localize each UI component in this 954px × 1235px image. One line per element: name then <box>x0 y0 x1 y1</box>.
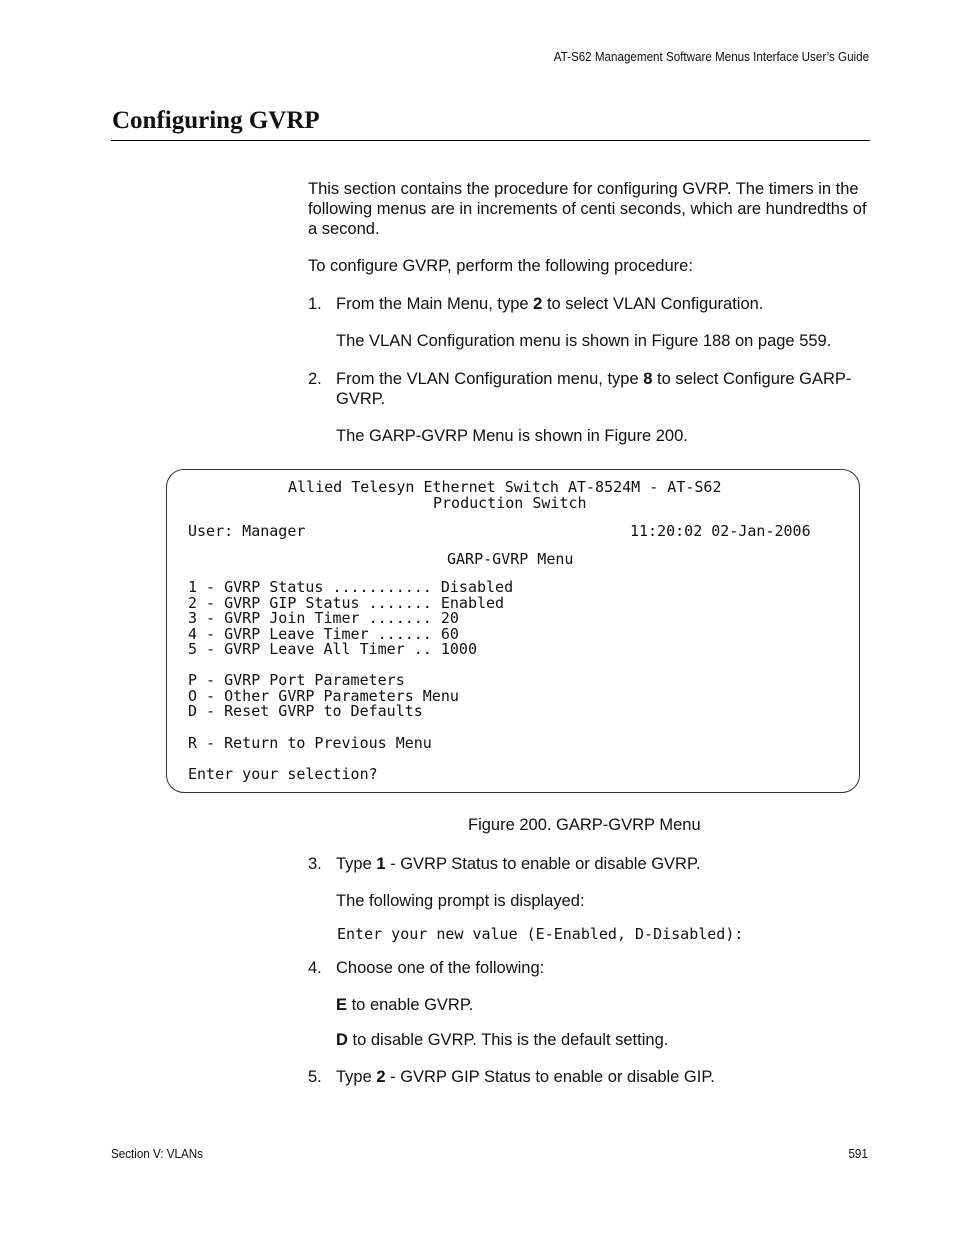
step-3-note: The following prompt is displayed: <box>336 892 585 910</box>
key-label: D <box>336 1031 348 1049</box>
menu-item: 3 - GVRP Join Timer ....... 20 <box>188 609 459 627</box>
intro-paragraph: This section contains the procedure for configuring GVRP. The timers in the following menus are in increments of centi seconds, which are hundredths of a second. <box>308 180 867 238</box>
step-1-text: From the Main Menu, type 2 to select VLAN Configuration. <box>336 295 764 313</box>
screen-datetime: 11:20:02 02-Jan-2006 <box>630 522 811 540</box>
step-2-note: The GARP-GVRP Menu is shown in Figure 200. <box>336 427 688 445</box>
step-number: 2. <box>308 370 322 388</box>
screen-prompt: Enter your selection? <box>188 765 378 783</box>
step-number: 1. <box>308 295 322 313</box>
screen-banner-line-2: Production Switch <box>433 494 587 512</box>
running-header: AT-S62 Management Software Menus Interface User’s Guide <box>553 50 869 64</box>
footer-section: Section V: VLANs <box>111 1147 203 1161</box>
key-label: 8 <box>643 370 653 388</box>
option-enable: E to enable GVRP. <box>336 996 474 1014</box>
key-label: 2 <box>533 295 543 313</box>
page-number: 591 <box>848 1147 868 1161</box>
step-3-text: Type 1 - GVRP Status to enable or disable GVRP. <box>336 855 701 873</box>
key-label: 1 <box>376 855 386 873</box>
step-number: 5. <box>308 1068 322 1086</box>
menu-option: O - Other GVRP Parameters Menu <box>188 686 459 705</box>
screen-banner-line-1: Allied Telesyn Ethernet Switch AT-8524M - AT-S62 <box>288 478 722 496</box>
menu-return: R - Return to Previous Menu <box>188 734 432 752</box>
option-disable: D to disable GVRP. This is the default setting. <box>336 1031 669 1049</box>
step-2-text: From the VLAN Configuration menu, type 8 to select Configure GARP-GVRP. <box>336 370 852 408</box>
screen-menu-title: GARP-GVRP Menu <box>447 550 574 568</box>
menu-item: 1 - GVRP Status ........... Disabled <box>188 578 514 596</box>
step-5-text: Type 2 - GVRP GIP Status to enable or disable GIP. <box>336 1068 715 1086</box>
key-label: 2 <box>376 1068 386 1086</box>
value-prompt: Enter your new value (E-Enabled, D-Disabled): <box>337 925 744 943</box>
procedure-intro: To configure GVRP, perform the following procedure: <box>308 257 693 275</box>
menu-item: 4 - GVRP Leave Timer ...... 60 <box>188 624 459 643</box>
step-4-text: Choose one of the following: <box>336 959 545 977</box>
figure-caption: Figure 200. GARP-GVRP Menu <box>468 816 701 834</box>
step-1-note: The VLAN Configuration menu is shown in Figure 188 on page 559. <box>336 332 832 350</box>
menu-item: 5 - GVRP Leave All Timer .. 1000 <box>188 640 477 658</box>
step-number: 3. <box>308 855 322 873</box>
title-rule <box>111 140 870 141</box>
screen-user: User: Manager <box>188 522 306 540</box>
step-number: 4. <box>308 959 322 977</box>
menu-item: 2 - GVRP GIP Status ....... Enabled <box>188 593 505 612</box>
menu-option: D - Reset GVRP to Defaults <box>188 702 423 720</box>
section-title: Configuring GVRP <box>112 107 320 134</box>
menu-option: P - GVRP Port Parameters <box>188 671 405 689</box>
key-label: E <box>336 996 348 1014</box>
